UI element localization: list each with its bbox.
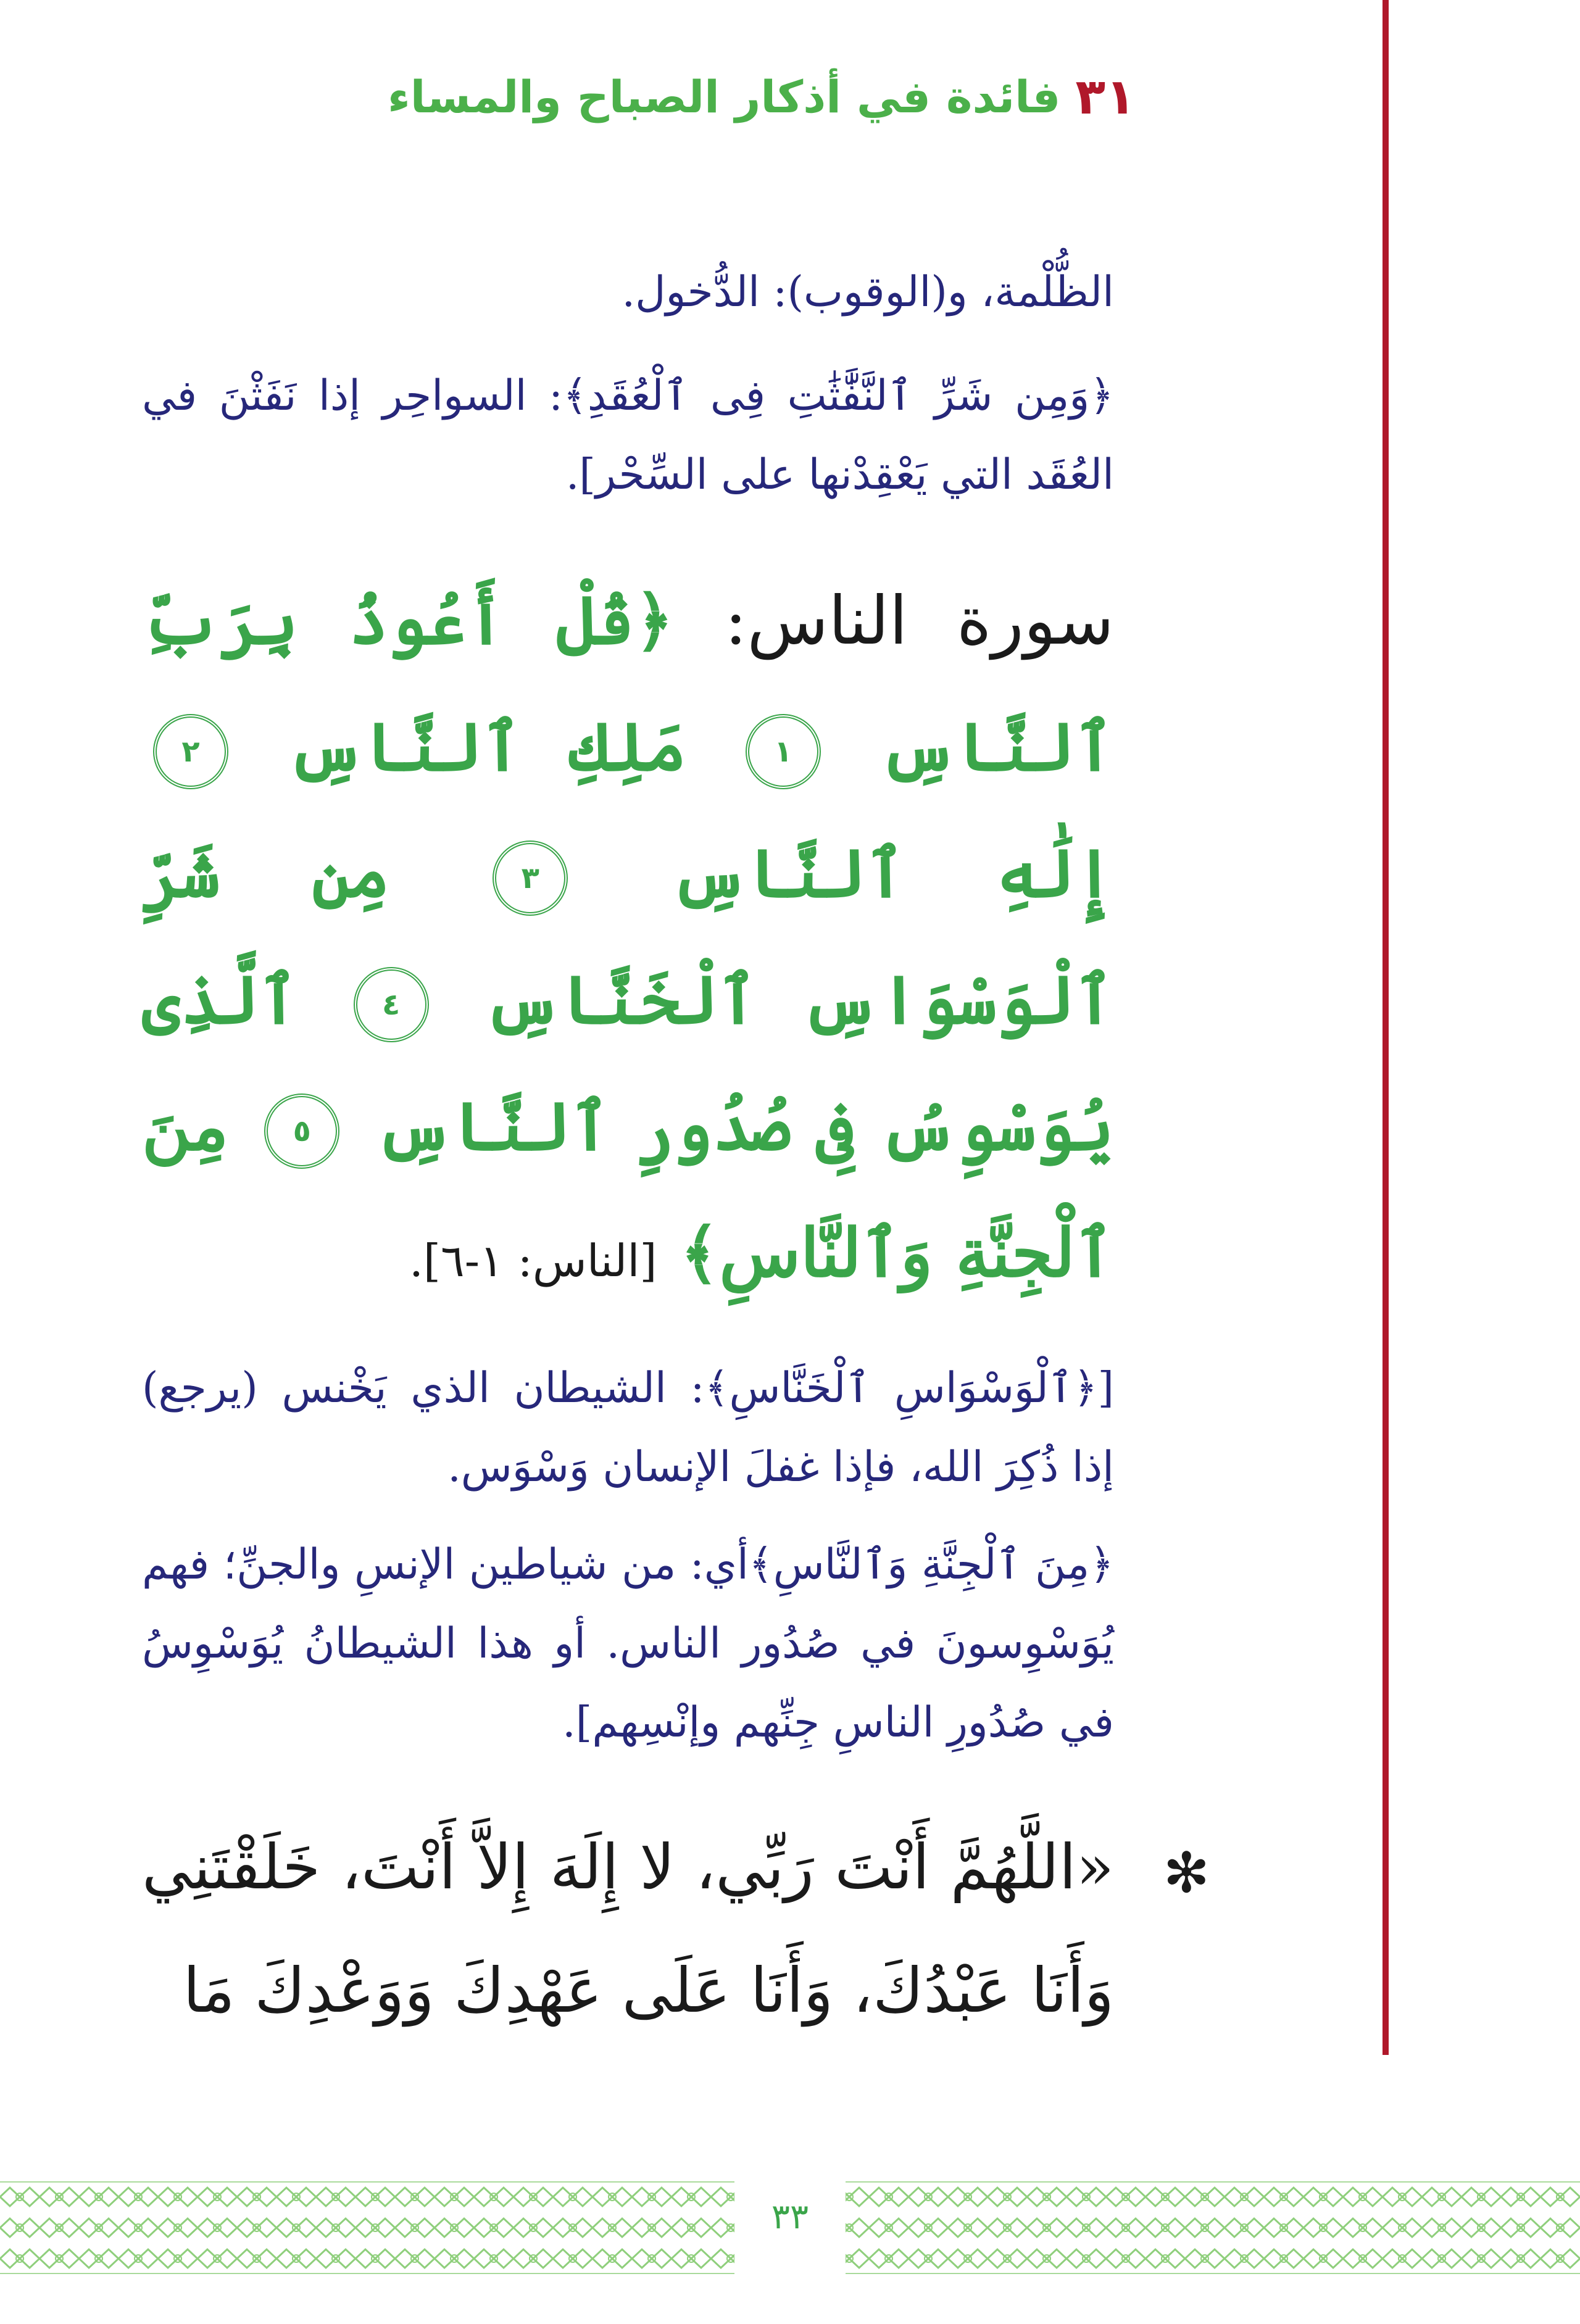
asterisk-icon: ✻ [1163, 1841, 1210, 1906]
ayah-marker-4: ٤ [354, 967, 429, 1042]
header-title: فائدة في أذكار الصباح والمساء [387, 70, 1061, 123]
ayah-text-4: مِن شَرِّ ٱلْوَسْوَاسِ ٱلْخَنَّاسِ [142, 835, 1114, 1039]
ayah-marker-3: ٣ [493, 840, 568, 916]
ayah-marker-1: ١ [746, 714, 821, 789]
surah-label: سورة الناس: [725, 583, 1115, 660]
quran-bracket-open: ﴿ [1089, 371, 1114, 420]
ayah-text-2: مَلِكِ ٱلنَّاسِ [287, 708, 687, 786]
ayah-marker-2: ٢ [153, 714, 228, 789]
ayah-text-5: ٱلَّذِى يُوَسْوِسُ فِى صُدُورِ ٱلنَّاسِ [142, 961, 1114, 1166]
ayah-text-6: مِنَ ٱلْجِنَّةِ وَٱلنَّاسِ [142, 1088, 1114, 1292]
margin-rule [1382, 0, 1389, 2055]
gloss-quran-quote: ٱلْوَسْوَاسِ ٱلْخَنَّاسِ [729, 1364, 1073, 1413]
gloss-quran-quote: وَمِن شَرِّ ٱلنَّفَّٰثَٰتِ فِى ٱلْعُقَدِ [587, 371, 1090, 420]
quran-bracket-close: ﴾ [704, 1364, 730, 1413]
quran-bracket-open: ﴿ [1089, 1540, 1114, 1589]
gloss-paragraph-2 [142, 357, 1114, 515]
quran-bracket-close: ﴾ [680, 1215, 720, 1292]
gloss-paragraph-3 [142, 1349, 1114, 1507]
header-number: ٣١ [1075, 68, 1136, 125]
ayah-marker-5: ٥ [264, 1094, 339, 1169]
gloss-open-bracket: [ [1097, 1364, 1114, 1413]
gloss-text: : السواحِر إذا نَفَثْنَ في العُقَد التي يَعْقِدْنها على السِّحْر]. [142, 371, 1114, 499]
ayah-text-3: إِلَٰهِ ٱلنَّاسِ [670, 835, 1114, 913]
quran-bracket-open: ﴿ [634, 583, 674, 660]
dua-text: «اللَّهُمَّ أَنْتَ رَبِّي، لا إِلَهَ إِلاَّ أَنْتَ، خَلَقْتَنِي وَأَنَا عَبْدُكَ، وَأَنَا عَلَى عَهْدِكَ وَوَعْدِكَ مَا [142, 1831, 1114, 2027]
ayah-text-1: قُلْ أَعُوذُ بِرَبِّ ٱلنَّاسِ [142, 582, 1114, 786]
quran-bracket-open: ﴿ [1073, 1364, 1098, 1413]
gloss-paragraph-1: الظُّلْمة، و(الوقوب): الدُّخول. [622, 268, 1114, 317]
running-header [388, 68, 1136, 125]
gloss-paragraph-4 [142, 1525, 1114, 1762]
quran-bracket-close: ﴾ [748, 1540, 773, 1589]
gloss-text: : الشيطان الذي يَخْنس (يرجع) إذا ذُكِرَ الله، فإذا غفلَ الإنسان وَسْوَس. [142, 1364, 1114, 1492]
page-content [142, 253, 1210, 2052]
gloss-text: أي: من شياطين الإنسِ والجنِّ؛ فهم يُوَسْوِسونَ في صُدُور الناس. أو هذا الشيطانُ يُوَسْوِسُ في صُدُورِ الناسِ جِنِّهم وإنْسِهم]. [142, 1540, 1114, 1747]
dua-paragraph [142, 1806, 1210, 2052]
page-number: ٣٣ [771, 2197, 809, 2237]
surah-reference: [الناس: ١-٦]. [409, 1235, 657, 1287]
gloss-quran-quote: مِنَ ٱلْجِنَّةِ وَٱلنَّاسِ [773, 1540, 1090, 1589]
surah-an-nas [142, 558, 1114, 1324]
quran-bracket-close: ﴾ [563, 371, 588, 420]
